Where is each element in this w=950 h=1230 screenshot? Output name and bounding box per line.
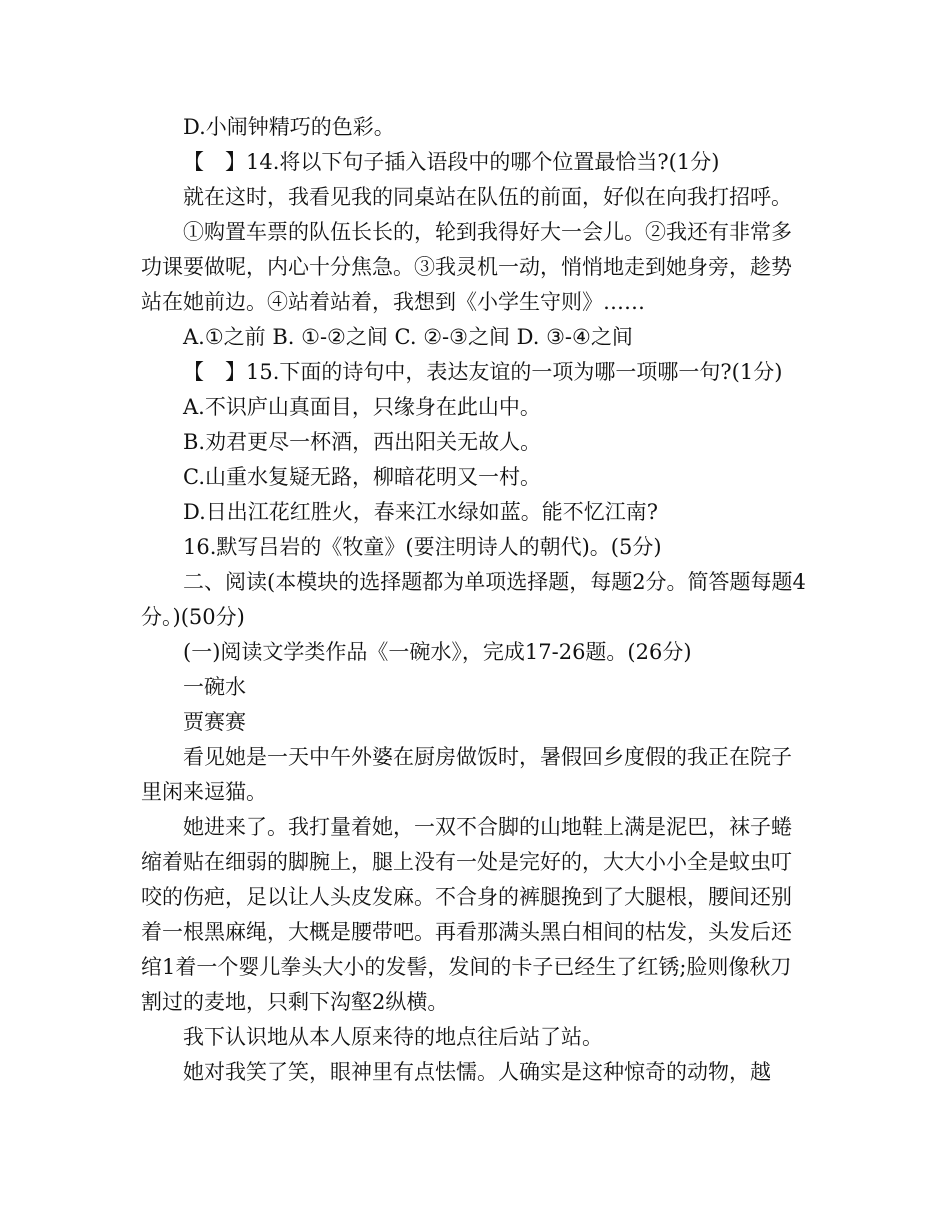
paragraph: 二、阅读(本模块的选择题都为单项选择题，每题2分。简答题每题4分。)(50分) [141, 570, 806, 629]
paragraph: A.①之前 B. ①-②之间 C. ②-③之间 D. ③-④之间 [183, 325, 633, 349]
paragraph: D.日出江花红胜火，春来江水绿如蓝。能不忆江南? [183, 500, 659, 524]
paragraph: A.不识庐山真面目，只缘身在此山中。 [183, 395, 541, 419]
paragraph: 她进来了。我打量着她，一双不合脚的山地鞋上满是泥巴，袜子蜷缩着贴在细弱的脚腕上，腿上没有一处是完好的，大大小小全是蚊虫叮咬的伤疤，足以让人头皮发麻。不合身的裤腿挽到了大腿根，腰间还别着一根黑麻绳，大概是腰带吧。再看那满头黑白相间的枯发，头发后还绾1着一个婴儿拳头大小的发髻，发间的卡子已经生了红锈;脸则像秋刀割过的麦地，只剩下沟壑2纵横。 [141, 815, 792, 1014]
paragraph: 贾赛赛 [183, 710, 246, 734]
document-body [141, 110, 811, 1090]
paragraph: 我下认识地从本人原来待的地点往后站了站。 [183, 1025, 603, 1049]
paragraph: 一碗水 [183, 675, 246, 699]
paragraph: 她对我笑了笑，眼神里有点怯懦。人确实是这种惊奇的动物，越 [183, 1060, 771, 1084]
paragraph: 【 】15.下面的诗句中，表达友谊的一项为哪一项哪一句?(1分) [183, 360, 783, 384]
paragraph: C.山重水复疑无路，柳暗花明又一村。 [183, 465, 541, 489]
paragraph: D.小闹钟精巧的色彩。 [183, 115, 395, 139]
paragraph: 看见她是一天中午外婆在厨房做饭时，暑假回乡度假的我正在院子里闲来逗猫。 [141, 745, 792, 804]
paragraph: 就在这时，我看见我的同桌站在队伍的前面，好似在向我打招呼。 [183, 185, 792, 209]
paragraph: ①购置车票的队伍长长的，轮到我得好大一会儿。②我还有非常多功课要做呢，内心十分焦急。③我灵机一动，悄悄地走到她身旁，趁势站在她前边。④站着站着，我想到《小学生守则》…… [141, 220, 792, 314]
paragraph: (一)阅读文学类作品《一碗水》，完成17-26题。(26分) [183, 640, 692, 664]
paragraph: 【 】14.将以下句子插入语段中的哪个位置最恰当?(1分) [183, 150, 720, 174]
paragraph: 16.默写吕岩的《牧童》(要注明诗人的朝代)。(5分) [183, 535, 662, 559]
paragraph: B.劝君更尽一杯酒，西出阳关无故人。 [183, 430, 542, 454]
